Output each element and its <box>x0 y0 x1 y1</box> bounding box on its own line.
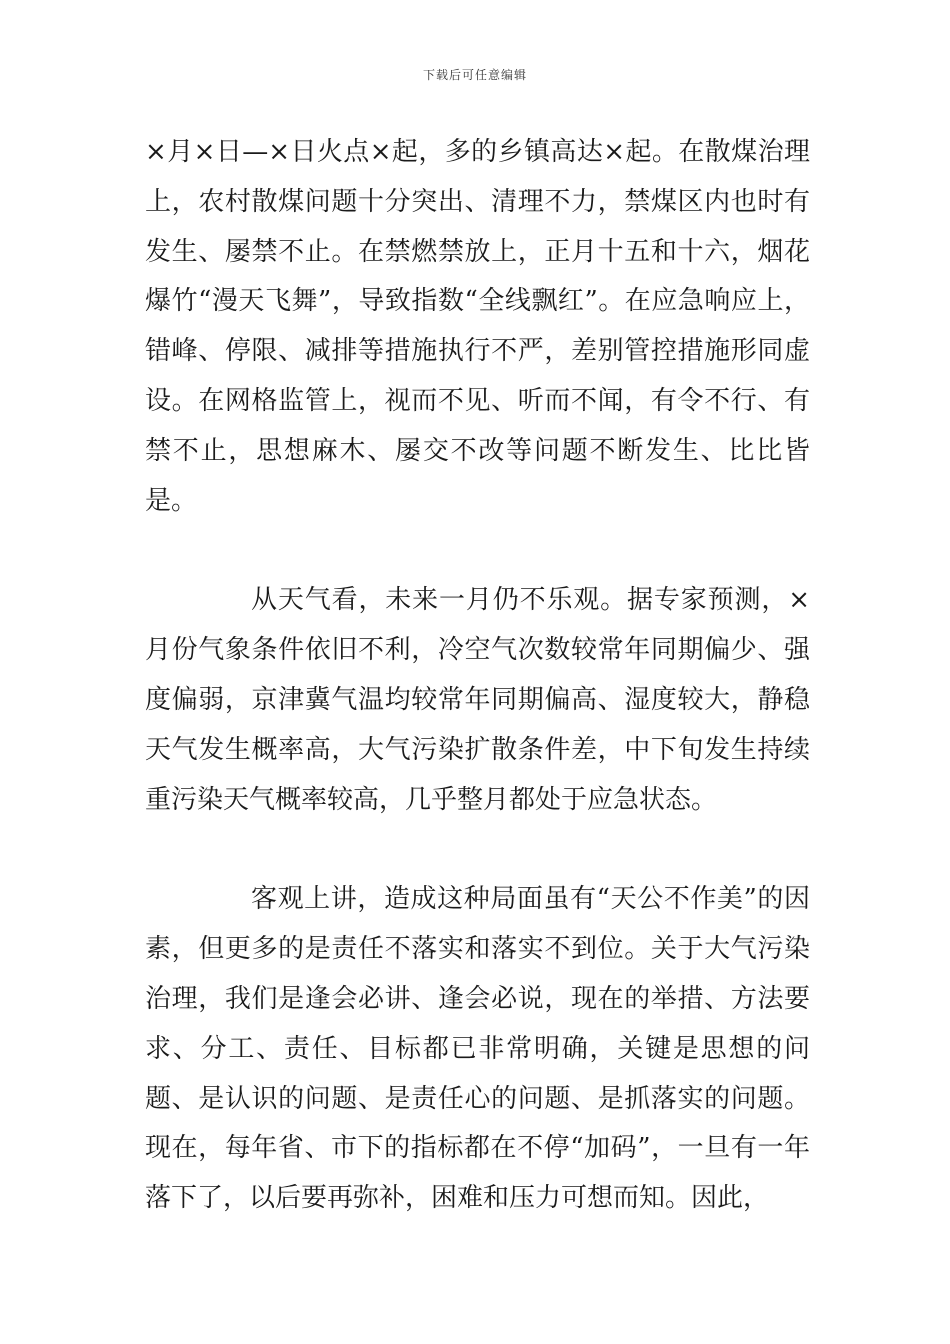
paragraph-2: 从天气看，未来一月仍不乐观。据专家预测，×月份气象条件依旧不利，冷空气次数较常年同期偏少、强度偏弱，京津冀气温均较常年同期偏高、湿度较大，静稳天气发生概率高，大气污染扩散条件差，中下旬发生持续重污染天气概率较高，几乎整月都处于应急状态。 <box>145 585 810 815</box>
page-header-note: 下载后可任意编辑 <box>422 68 527 82</box>
document-body <box>145 128 810 1224</box>
paragraph-1: ×月×日—×日火点×起，多的乡镇高达×起。在散煤治理上，农村散煤问题十分突出、清理不力，禁煤区内也时有发生、屡禁不止。在禁燃禁放上，正月十五和十六，烟花爆竹“漫天飞舞”，导致指数“全线飘红”。在应急响应上，错峰、停限、减排等措施执行不严，差别管控措施形同虚设。在网格监管上，视而不见、听而不闻，有令不行、有禁不止，思想麻木、屡交不改等问题不断发生、比比皆是。 <box>145 137 810 516</box>
paragraph-3: 客观上讲，造成这种局面虽有“天公不作美”的因素，但更多的是责任不落实和落实不到位。关于大气污染治理，我们是逢会必讲、逢会必说，现在的举措、方法要求、分工、责任、目标都已非常明确，关键是思想的问题、是认识的问题、是责任心的问题、是抓落实的问题。现在，每年省、市下的指标都在不停“加码”，一旦有一年落下了，以后要再弥补，困难和压力可想而知。因此， <box>145 884 810 1214</box>
